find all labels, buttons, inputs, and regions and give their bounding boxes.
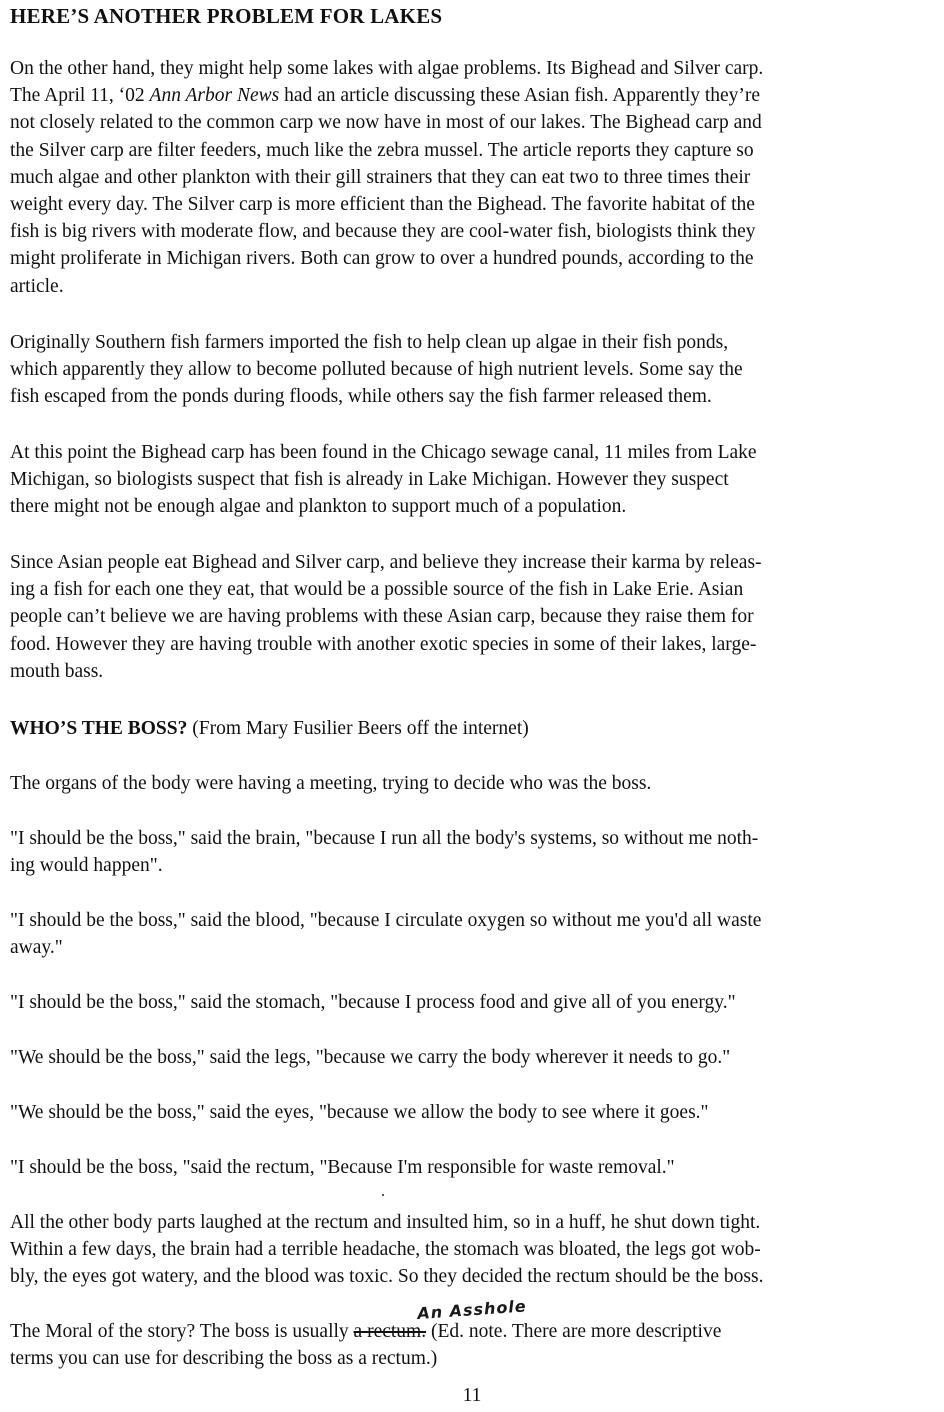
paragraph-ending: All the other body parts laughed at the rectum and insulted him, so in a huff, he shut down tight. Within a few days, the brain had a terrible headache, the stomach was bloated, the legs got wob- bly, the eyes got watery, and the blood was toxic. So they decided the rectum should be the boss.: [10, 1212, 764, 1288]
paragraph-stomach: "I should be the boss," said the stomach, "because I process food and give all of you energy.": [10, 992, 736, 1013]
boss-heading: WHO’S THE BOSS?: [10, 718, 188, 739]
paragraph-asian-people: Since Asian people eat Bighead and Silver carp, and believe they increase their karma by releas- ing a fish for each one they eat, that would be a possible source of the fish in Lake Erie. Asian people can’t believe we are having problems with these Asian carp, because they raise them for food. However they are having trouble with another exotic species in some of their lakes, large- mouth bass.: [10, 552, 762, 682]
paragraph-blood: "I should be the boss," said the blood, "because I circulate oxygen so without me you'd all waste away.": [10, 910, 762, 959]
stray-mark: [382, 1194, 384, 1196]
paragraph-legs: "We should be the boss," said the legs, "because we carry the body wherever it needs to go.": [10, 1047, 731, 1068]
paragraph-eyes: "We should be the boss," said the eyes, "because we allow the body to see where it goes.": [10, 1102, 709, 1123]
handwritten-correction: An Asshole: [416, 1296, 528, 1323]
struck-out-text: a rectum.: [353, 1321, 427, 1342]
boss-source: (From Mary Fusilier Beers off the internet): [187, 718, 529, 739]
paragraph-asian-carp-intro: On the other hand, they might help some lakes with algae problems. Its Bighead and Silver carp. The April 11, ‘02 Ann Arbor News had an article discussing these Asian fish. Apparently they’re not closely related to the common carp we now have in most of our lakes. The Bighead carp and the Silver carp are filter feeders, much like the zebra mussel. The article reports they capture so much algae and other plankton with their gill strainers that they can eat two to three times their weight every day. The Silver carp is more efficient than the Bighead. The favorite habitat of the fish is big rivers with moderate flow, and because they are cool-water fish, biologists think they might proliferate in Michigan rivers. Both can grow to over a hundred pounds, according to the article.: [10, 58, 764, 297]
page-number: 11: [462, 1385, 482, 1406]
article-title-boss: [10, 715, 936, 742]
paragraph-moral: The Moral of the story? The boss is usually a rectum. (Ed. note. There are more descriptive terms you can use for describing the boss as a rectum.): [10, 1321, 722, 1370]
paragraph-fish-farmers: Originally Southern fish farmers imported the fish to help clean up algae in their fish ponds, which apparently they allow to become polluted because of high nutrient levels. Some say the fish escaped from the ponds during floods, while others say the fish farmer released them.: [10, 332, 743, 408]
article-title-lakes: HERE’S ANOTHER PROBLEM FOR LAKES: [10, 4, 443, 28]
paragraph-chicago-canal: At this point the Bighead carp has been found in the Chicago sewage canal, 11 miles from Lake Michigan, so biologists suspect that fish is already in Lake Michigan. However they suspect there might not be enough algae and plankton to support much of a population.: [10, 442, 757, 518]
newspaper-name: Ann Arbor News: [149, 85, 280, 107]
paragraph-rectum: "I should be the boss, "said the rectum, "Because I'm responsible for waste removal.": [10, 1157, 675, 1178]
paragraph-organs-meeting: The organs of the body were having a meeting, trying to decide who was the boss.: [10, 773, 652, 794]
paragraph-brain: "I should be the boss," said the brain, "because I run all the body's systems, so without me noth- ing would happen".: [10, 828, 759, 877]
